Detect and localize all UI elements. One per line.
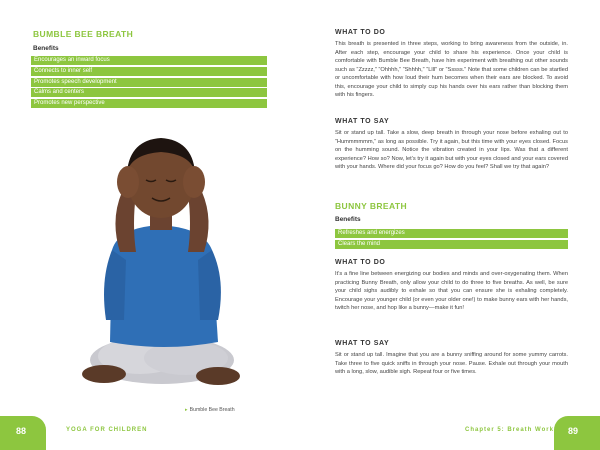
caption-marker: ▸ — [185, 407, 188, 413]
paragraph: This breath is presented in three steps, working to bring awareness from the outside, in. After each step, encourage your child to share his experience. Once your child is comfortable with Bumble Bee Breath, have him experiment with breathing out other sounds such as “Zzzzz,” “Ohhhh,” “Shhhh,” “Llll” or “Sssss.” Note that some children can be startled or uncomfortable with how loud their hum becomes when their ears are blocked. To avoid this, encourage your child to simply cup his hands over his ears rather than blocking them with his fingers. — [335, 41, 568, 98]
benefit-item: Refreshes and energizes — [335, 229, 568, 238]
section-title-bunny-breath: BUNNY BREATH — [335, 201, 408, 211]
benefit-item: Clears the mind — [335, 240, 568, 249]
benefits-label: Benefits — [33, 45, 59, 52]
paragraph: Sit or stand up tall. Imagine that you are a bunny sniffing around for some yummy carrots. Take three to five quick sniffs in through your nose. Pause. Exhale out through your mouth with a long, slow, audible sigh. Repeat four or five times. — [335, 352, 568, 375]
benefits-list — [31, 56, 267, 110]
child-bumble-bee-photo — [40, 120, 280, 405]
benefit-item: Encourages an inward focus — [31, 56, 267, 65]
paragraph: Sit or stand up tall. Take a slow, deep breath in through your nose before exhaling out to “Hummmmmm,” as long as possible. Try it again, but this time with your eyes closed. Focus on the humming sound. Notice the vibration created in your lips. Was that a different experience? How so? Now, let’s try it again but with your eyes closed and your ears covered with your hands. Where did your focus go? How do you feel? Shall we try that again? — [335, 130, 568, 170]
heading-what-to-do: WHAT TO DO — [335, 259, 386, 266]
benefit-item: Promotes speech development — [31, 78, 267, 87]
benefit-item: Promotes new perspective — [31, 99, 267, 108]
section-title-bumble-bee: BUMBLE BEE BREATH — [33, 29, 134, 39]
heading-what-to-say: WHAT TO SAY — [335, 118, 390, 125]
right-page — [300, 0, 600, 450]
running-head: YOGA FOR CHILDREN — [66, 427, 148, 433]
right-footer — [300, 416, 600, 450]
page-number: 89 — [568, 426, 579, 436]
benefits-list — [335, 229, 568, 251]
heading-what-to-do: WHAT TO DO — [335, 29, 386, 36]
benefit-item: Calms and centers — [31, 88, 267, 97]
paragraph: It’s a fine line between energizing our bodies and minds and over-oxygenating them. When practicing Bunny Breath, only allow your child to do three to five breaths. As well, be sure your child sighs audibly to exhale so that you can ensure she is exhaling completely. Encourage your younger child (or even your older one!) to make bunny ears with her hands, twitch her nose, and hop like a bunny—make it fun! — [335, 271, 568, 311]
page-number: 88 — [16, 426, 27, 436]
caption-text: Bumble Bee Breath — [189, 407, 235, 413]
running-head: Chapter 5: Breath Work — [465, 427, 554, 433]
photo-caption — [185, 407, 235, 413]
left-footer — [0, 416, 300, 450]
benefits-label: Benefits — [335, 216, 361, 223]
benefit-item: Connects to inner self — [31, 67, 267, 76]
heading-what-to-say: WHAT TO SAY — [335, 340, 390, 347]
